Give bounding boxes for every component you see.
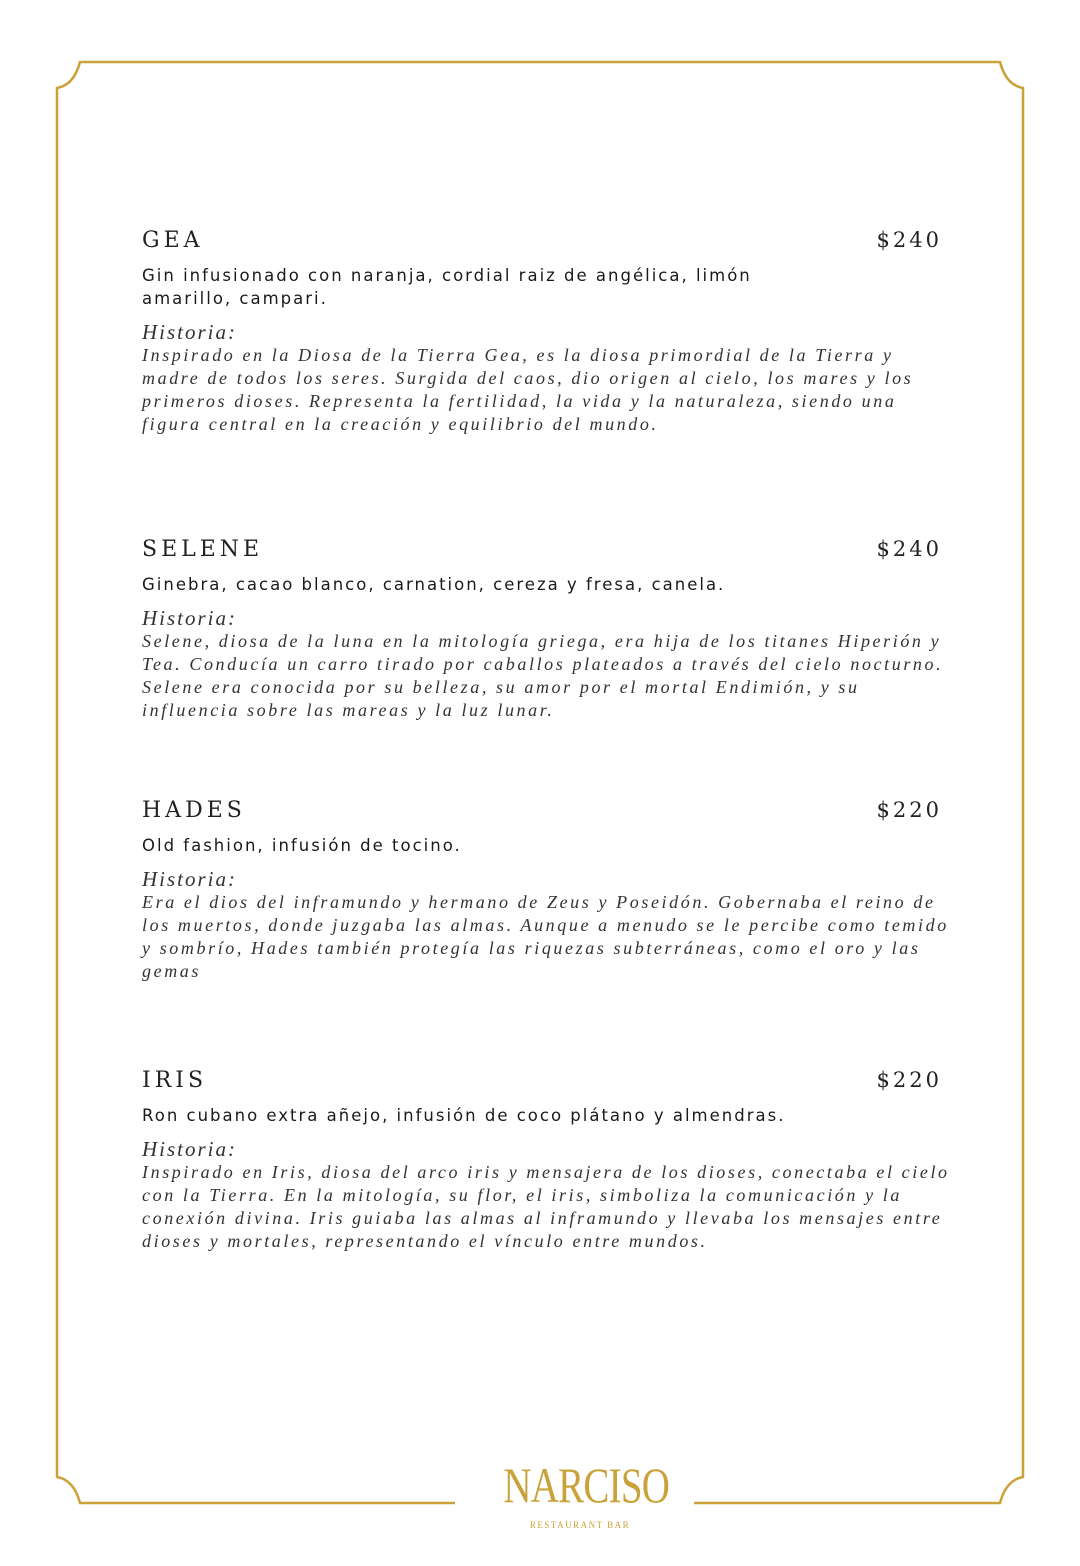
history-label: Historia: <box>142 1137 238 1161</box>
history-label: Historia: <box>142 867 238 891</box>
history-text: Era el dios del inframundo y hermano de Zeus y Poseidón. Gobernaba el reino de los muertos, donde juzgaba las almas. Aunque a menudo se le percibe como temido y sombrío, Hades también protegía las riquezas subterráneas, como el oro y las gemas <box>142 892 949 981</box>
item-ingredients: Ginebra, cacao blanco, carnation, cereza y fresa, canela. <box>142 575 726 594</box>
history-text: Selene, diosa de la luna en la mitología griega, era hija de los titanes Hiperión y Tea. Conducía un carro tirado por caballos plateados a través del cielo nocturno. Selene era conocida por su belleza, su amor por el mortal Endimión, y su influencia sobre las mareas y la luz lunar. <box>142 631 944 720</box>
item-ingredients: Old fashion, infusión de tocino. <box>142 836 462 855</box>
menu-item-hades <box>142 798 949 983</box>
restaurant-logo <box>480 1455 680 1530</box>
logo-tagline: RESTAURANT BAR <box>529 1520 631 1530</box>
item-price: $220 <box>876 1068 942 1092</box>
item-price: $240 <box>876 537 942 561</box>
item-name: SELENE <box>142 537 264 562</box>
item-name: GEA <box>142 228 204 253</box>
menu-item-gea <box>142 228 942 436</box>
history-text: Inspirado en la Diosa de la Tierra Gea, es la diosa primordial de la Tierra y madre de todos los seres. Surgida del caos, dio origen al cielo, los mares y los primeros dioses. Representa la fertilidad, la vida y la naturaleza, siendo una figura central en la creación y equilibrio del mundo. <box>142 345 914 434</box>
item-name: HADES <box>142 798 246 823</box>
item-name: IRIS <box>142 1068 208 1093</box>
item-price: $240 <box>876 228 942 252</box>
item-price: $220 <box>876 798 942 822</box>
history-text: Inspirado en Iris, diosa del arco iris y mensajera de los dioses, conectaba el cielo con la Tierra. En la mitología, su flor, el iris, simboliza la comunicación y la conexión divina. Iris guiaba las almas al inframundo y llevaba los mensajes entre dioses y mortales, representando el vínculo entre mundos. <box>142 1162 950 1251</box>
logo-wordmark: NARCISO <box>503 1457 670 1513</box>
menu-item-selene <box>142 537 942 722</box>
history-label: Historia: <box>142 320 238 344</box>
item-ingredients: Gin infusionado con naranja, cordial raiz de angélica, limón amarillo, campari. <box>142 266 752 308</box>
menu-item-iris <box>142 1068 950 1253</box>
item-ingredients: Ron cubano extra añejo, infusión de coco plátano y almendras. <box>142 1106 786 1125</box>
history-label: Historia: <box>142 606 238 630</box>
